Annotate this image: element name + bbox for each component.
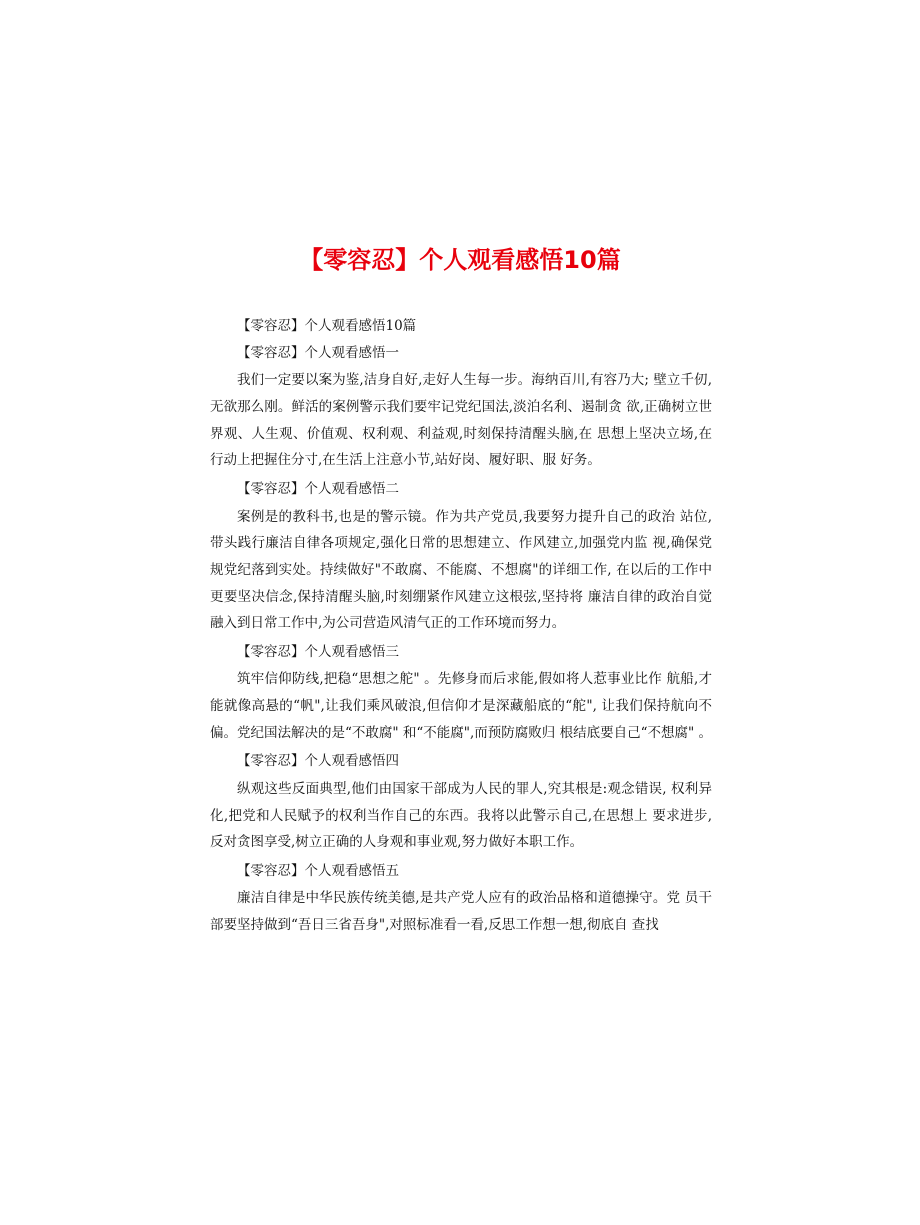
- section-heading-4: 【零容忍】个人观看感悟四: [237, 753, 399, 770]
- section-paragraph-2: [210, 504, 712, 638]
- section-paragraph-1: [210, 367, 712, 474]
- paragraph-text: 廉洁自律是中华民族传统美德,是共产党人应有的政治品格和道德操守。党 员干部要坚持做到“吾日三省吾身",对照标准看一看,反思工作想一想,彻底自 查找: [210, 890, 712, 934]
- document-title: 【零容忍】个人观看感悟10篇: [299, 246, 621, 274]
- section-paragraph-4: [210, 776, 712, 856]
- section-paragraph-5: [210, 885, 712, 938]
- paragraph-text: 筑牢信仰防线,把稳“思想之舵" 。先修身而后求能,假如将人惹事业比作 航船,才能就像高悬的“帆",让我们乘风破浪,但信仰才是深藏船底的“舵", 让我们保持航向不偏。党纪国法解决的是“不敢腐" 和“不能腐",而预防腐败归 根结底要自己“不想腐" 。: [210, 671, 712, 741]
- section-heading-2: 【零容忍】个人观看感悟二: [237, 480, 399, 497]
- paragraph-text: 纵观这些反面典型,他们由国家干部成为人民的罪人,究其根是:观念错误, 权利异化,把党和人民赋予的权利当作自己的东西。我将以此警示自己,在思想上 要求进步,反对贪图享受,树立正确的人身观和事业观,努力做好本职工作。: [210, 780, 712, 851]
- section-heading-3: 【零容忍】个人观看感悟三: [237, 643, 399, 660]
- document-body: [210, 314, 712, 942]
- paragraph-text: 我们一定要以案为鉴,洁身自好,走好人生每一步。海纳百川,有容乃大; 壁立千仞,无欲那么刚。鲜活的案例警示我们要牢记党纪国法,淡泊名利、遏制贪 欲,正确树立世界观、人生观、价值观、权利观、利益观,时刻保持清醒头脑,在 思想上坚决立场,在行动上把握住分寸,在生活上注意小节,站好岗、履好职、服 好务。: [210, 372, 712, 469]
- section-heading-1: 【零容忍】个人观看感悟一: [237, 344, 399, 361]
- section-heading-5: 【零容忍】个人观看感悟五: [237, 862, 399, 879]
- paragraph-text: 案例是的教科书,也是的警示镜。作为共产党员,我要努力提升自己的政治 站位,带头践行廉洁自律各项规定,强化日常的思想建立、作风建立,加强党内监 视,确保党规党纪落到实处。持续做好"不敢腐、不能腐、不想腐"的详细工作, 在以后的工作中更要坚决信念,保持清醒头脑,时刻绷紧作风建立这根弦,坚持将 廉洁自律的政治自觉融入到日常工作中,为公司营造风清气正的工作环境而努力。: [210, 508, 712, 632]
- intro-line-title: 【零容忍】个人观看感悟10篇: [237, 318, 417, 334]
- section-paragraph-3: [210, 666, 712, 746]
